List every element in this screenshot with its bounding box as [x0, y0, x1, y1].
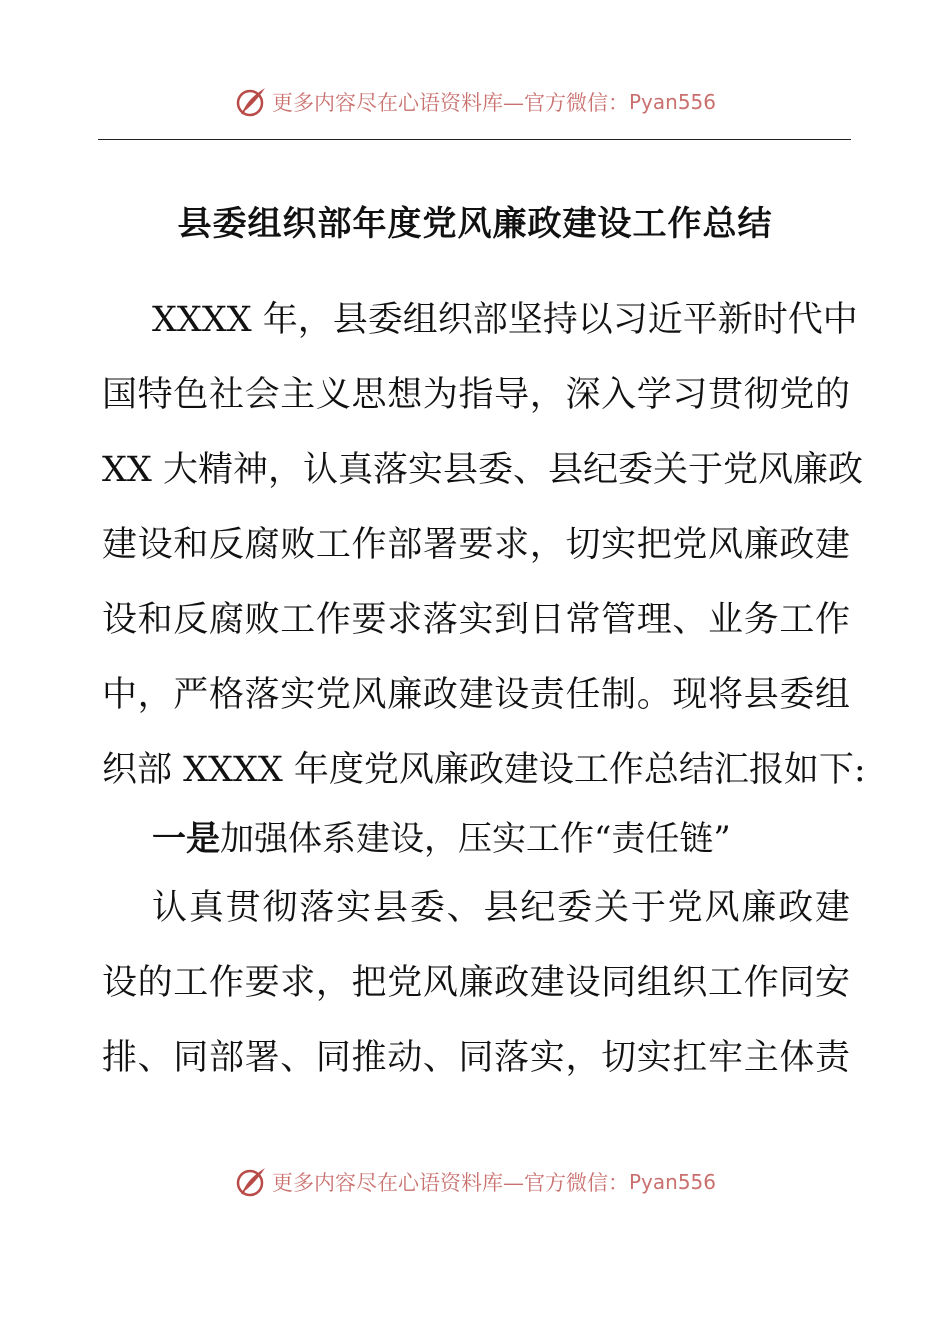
page-title: 县委组织部年度党风廉政建设工作总结: [177, 204, 773, 244]
quill-seal-logo-icon: [234, 85, 268, 119]
paragraph-line: 国特色社会主义思想为指导，深入学习贯彻党的: [102, 375, 850, 415]
banner-account: Pyan556: [628, 90, 716, 114]
section-marker: 一是: [152, 819, 220, 859]
paragraph-line: 设和反腐败工作要求落实到日常管理、业务工作: [102, 600, 850, 640]
paragraph-line: 认真贯彻落实县委、县纪委关于党风廉政建: [152, 888, 850, 928]
paragraph-line: 织部 XXXX 年度党风廉政建设工作总结汇报如下:: [102, 750, 866, 790]
section-heading-text: 加强体系建设，压实工作“责任链”: [220, 819, 731, 859]
paragraph-line: 建设和反腐败工作部署要求，切实把党风廉政建: [102, 525, 850, 565]
paragraph-line: 设的工作要求，把党风廉政建设同组织工作同安: [102, 963, 850, 1003]
paragraph-line: 中，严格落实党风廉政建设责任制。现将县委组: [102, 675, 850, 715]
banner-account: Pyan556: [628, 1170, 716, 1194]
header-banner: [0, 82, 950, 122]
header-rule: [98, 139, 851, 140]
banner-text: 更多内容尽在心语资料库—官方微信：: [271, 91, 629, 115]
footer-banner: [0, 1162, 950, 1202]
paragraph-line: XX 大精神，认真落实县委、县纪委关于党风廉政: [102, 450, 863, 490]
quill-seal-logo-icon: [234, 1165, 268, 1199]
section-heading: [152, 815, 731, 863]
paragraph-line: XXXX 年，县委组织部坚持以习近平新时代中: [152, 300, 858, 340]
paragraph-line: 排、同部署、同推动、同落实，切实扛牢主体责: [102, 1038, 850, 1078]
banner-text: 更多内容尽在心语资料库—官方微信：: [271, 1171, 629, 1195]
